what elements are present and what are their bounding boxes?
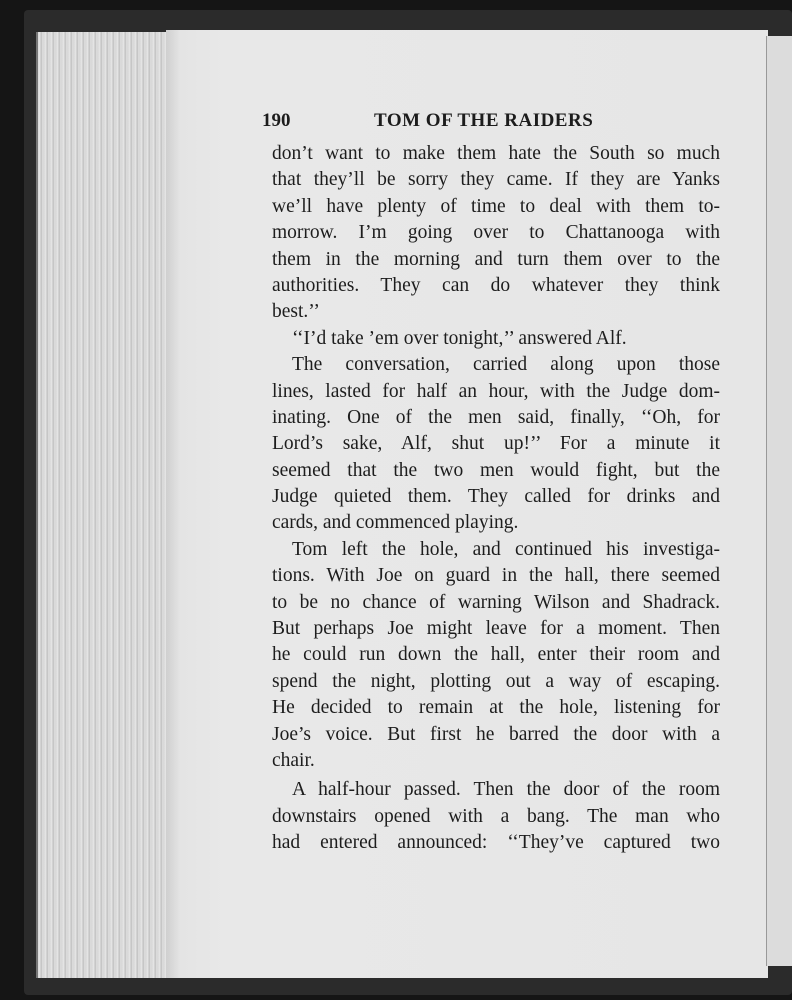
text-line: A half-hour passed. Then the door of the room	[292, 779, 720, 801]
text-line: Tom left the hole, and continued his investiga-	[292, 538, 720, 560]
text-line: best.’’	[272, 301, 320, 323]
page-number: 190	[262, 110, 291, 131]
text-line: ‘‘I’d take ’em over tonight,’’ answered Alf.	[292, 327, 627, 349]
text-line: don’t want to make them hate the South so much	[272, 143, 720, 164]
text-line: tions. With Joe on guard in the hall, there seemed	[272, 565, 720, 587]
text-line: cards, and commenced playing.	[272, 512, 519, 534]
text-line: morrow. I’m going over to Chattanooga with	[272, 222, 720, 244]
body-text	[272, 141, 720, 857]
text-line: chair.	[272, 749, 315, 771]
text-line: lines, lasted for half an hour, with the Judge dom-	[272, 380, 720, 402]
text-line: Joe’s voice. But first he barred the door with a	[272, 723, 720, 745]
text-line: spend the night, plotting out a way of escaping.	[272, 670, 720, 692]
text-line: them in the morning and turn them over to the	[272, 248, 720, 270]
text-line: He decided to remain at the hole, listening for	[272, 697, 720, 719]
text-line: he could run down the hall, enter their room and	[272, 644, 720, 666]
facing-page-edge	[766, 36, 792, 966]
text-line: downstairs opened with a bang. The man who	[272, 805, 720, 827]
text-line: authorities. They can do whatever they think	[272, 274, 720, 296]
text-line: Lord’s sake, Alf, shut up!’’ For a minute it	[272, 433, 720, 455]
text-line: But perhaps Joe might leave for a moment. Then	[272, 618, 720, 640]
text-line: we’ll have plenty of time to deal with them to-	[272, 195, 720, 217]
running-head: TOM OF THE RAIDERS	[374, 110, 594, 131]
text-line: inating. One of the men said, finally, ‘‘Oh, for	[272, 406, 720, 428]
page-header	[262, 110, 622, 134]
text-line: that they’ll be sorry they came. If they are Yanks	[272, 169, 720, 191]
text-line: Judge quieted them. They called for drinks and	[272, 486, 720, 508]
text-line: to be no chance of warning Wilson and Shadrack.	[272, 591, 720, 613]
text-line: had entered announced: ‘‘They’ve captured two	[272, 832, 720, 854]
text-line: seemed that the two men would fight, but the	[272, 459, 720, 481]
text-line: The conversation, carried along upon those	[292, 354, 720, 376]
page-edges	[36, 32, 184, 978]
